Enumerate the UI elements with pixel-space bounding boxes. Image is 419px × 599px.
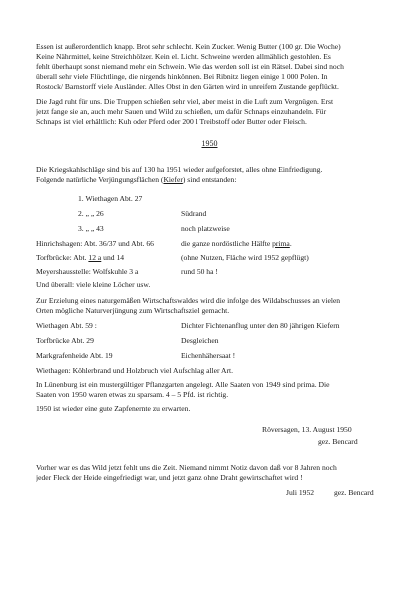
clearcut-line: Die Kriegskahlschläge sind bis auf 130 ha 1951 wieder aufgeforstet, alles ohne Einfriedigung. — [36, 165, 323, 174]
closing-line: jeder Fleck der Heide eingefriedigt war, und jetzt ganz ohne Draht gewirtschaftet wird ! — [36, 473, 303, 482]
torfbruecke-suffix: und 14 — [101, 253, 125, 262]
torfbruecke-prefix: Torfbrücke: Abt. — [36, 253, 89, 262]
plan-row-left: Markgrafenheide Abt. 19 — [36, 351, 113, 360]
hinrichshagen-right-suffix: . — [289, 239, 292, 248]
torfbruecke-left — [36, 253, 124, 263]
torfbruecke-12a: 12 a — [88, 253, 102, 262]
intro-line: Essen ist außerordentlich knapp. Brot sehr schlecht. Kein Zucker. Wenig Butter (100 gr. Die Woche) — [36, 42, 341, 51]
kiefer-word: Kiefer — [163, 175, 183, 184]
ueberall-line: Und überall: viele kleine Löcher usw. — [36, 280, 151, 289]
hunt-line: Schnaps ist viel erhältlich: Kuh oder Pferd oder 200 l Treibstoff oder Butter oder Fleisch. — [36, 117, 307, 126]
wiethagen-row-left: 1. Wiethagen Abt. 27 — [78, 194, 143, 203]
plan-row-right: Dichter Fichtenanflug unter den 80 jährigen Kiefern — [181, 321, 340, 330]
zapfen-line: 1950 ist wieder eine gute Zapfenernte zu erwarten. — [36, 404, 191, 413]
hinrichshagen-right-prefix: die ganze nordöstliche Hälfte — [181, 239, 273, 248]
clearcut-prefix: Folgende natürliche Verjüngungsflächen ( — [36, 175, 164, 184]
hunt-line: Die Jagd ruht für uns. Die Truppen schießen sehr viel, aber meist in die Luft zum Vergnügen. Erst — [36, 97, 334, 106]
intro-line: fehlt überhaupt sonst niemand mehr ein Schwein. Wie das werden soll ist ein Rätsel. Dabei sind noch — [36, 62, 344, 71]
plan-row-right: Desgleichen — [181, 336, 219, 345]
wirtschaft-line: Zur Erzielung eines naturgemäßen Wirtschaftswaldes wird die infolge des Wildabschusses an vielen — [36, 296, 341, 305]
intro-line: Keine Nährmittel, keine Streichhölzer. Kein el. Licht. Schweine werden allmählich gestohlen. Es — [36, 52, 331, 61]
meyershausstelle-right: rund 50 ha ! — [181, 267, 218, 276]
clearcut-line — [36, 175, 405, 185]
torfbruecke-right: (ohne Nutzen, Fläche wird 1952 gepflügt) — [181, 253, 309, 262]
plan-row-left: Torfbrücke Abt. 29 — [36, 336, 94, 345]
signature2-signed: gez. Bencard — [334, 488, 374, 497]
wiethagen-row-left: 2. „ „ 26 — [78, 209, 104, 218]
hinrichshagen-right — [181, 239, 292, 249]
lueneburg-line: Saaten von 1950 waren etwas zu sparsam. 4 – 5 Pfd. ist richtig. — [36, 390, 229, 399]
hinrichshagen-left: Hinrichshagen: Abt. 36/37 und Abt. 66 — [36, 239, 154, 248]
hunt-line: jetzt fange sie an, auch mehr Sauen und Wild zu schießen, um dafür Schnaps einzuhandeln. Für — [36, 107, 327, 116]
koehler-line: Wiethagen: Köhlerbrand und Holzbruch viel Aufschlag aller Art. — [36, 366, 234, 375]
prima-word: prima — [272, 239, 290, 248]
signature1-signed: gez. Bencard — [318, 437, 358, 446]
wiethagen-row-right: Südrand — [181, 209, 207, 218]
wiethagen-row-right: noch platzweise — [181, 224, 230, 233]
lueneburg-line: In Lünenburg ist ein mustergültiger Pflanzgarten angelegt. Alle Saaten von 1949 sind prima. Die — [36, 380, 330, 389]
meyershausstelle-left: Meyershausstelle: Wolfskuhle 3 a — [36, 267, 139, 276]
clearcut-suffix: ) sind entstanden: — [182, 175, 237, 184]
intro-line: überall sehr viele Flüchtlinge, die nirgends hinkönnen. Bei Ribnitz liegen einige 1 000 Polen. In — [36, 72, 328, 81]
plan-row-left: Wiethagen Abt. 59 : — [36, 321, 97, 330]
signature2-date: Juli 1952 — [286, 488, 315, 497]
plan-row-right: Eichenhähersaat ! — [181, 351, 236, 360]
closing-line: Vorher war es das Wild jetzt fehlt uns die Zeit. Niemand nimmt Notiz davon daß vor 8 Jahren noch — [36, 463, 337, 472]
year-heading: 1950 — [201, 139, 218, 148]
signature1-place-date: Röversagen, 13. August 1950 — [262, 425, 352, 434]
intro-line: Rostock/ Barnstorff viele Ausländer. Alles Obst in den Gärten wird in unreifem Zustande gepflückt. — [36, 82, 339, 91]
wirtschaft-line: Orten mögliche Naturverjüngung zum Wirtschaftsziel gemacht. — [36, 306, 230, 315]
wiethagen-row-left: 3. „ „ 43 — [78, 224, 104, 233]
